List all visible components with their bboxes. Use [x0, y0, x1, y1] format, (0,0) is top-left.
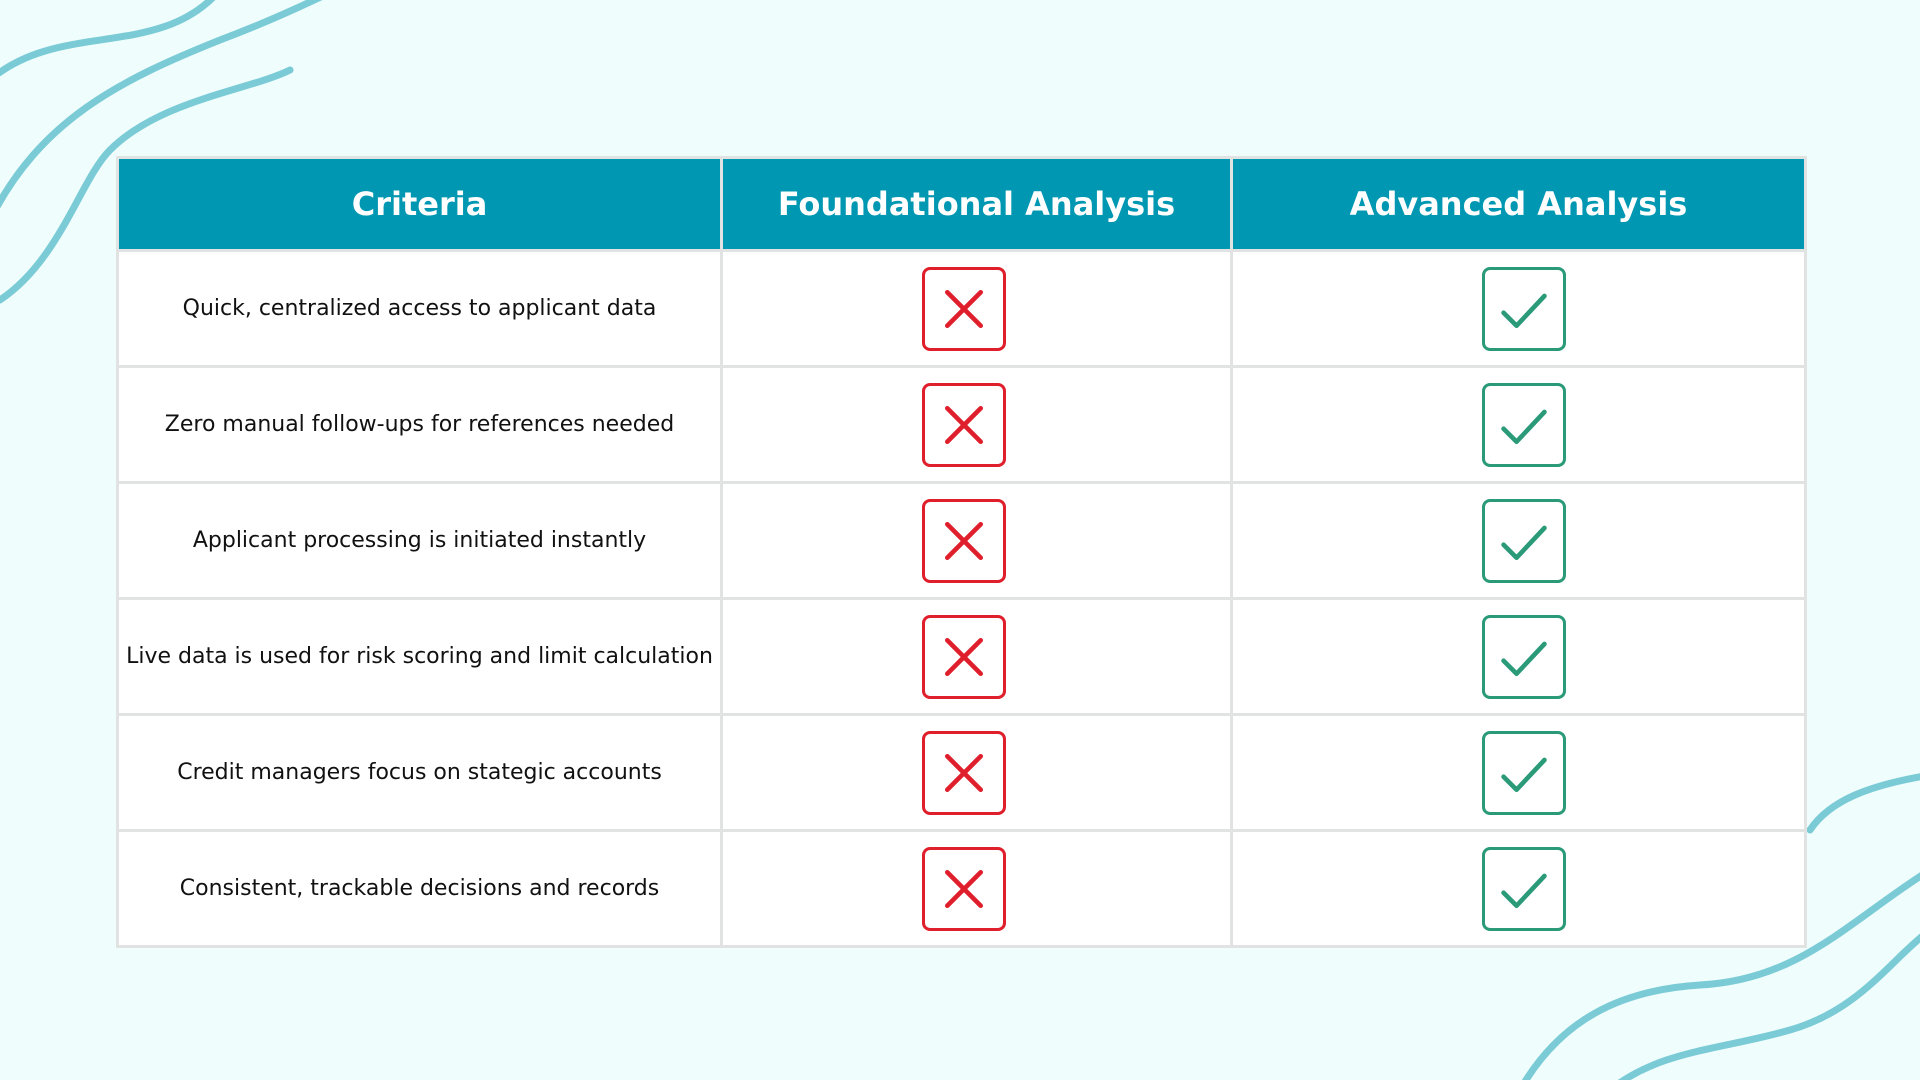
advanced-cell [1232, 251, 1806, 367]
foundational-cell [722, 251, 1232, 367]
table-row [118, 367, 1806, 483]
table-body [118, 251, 1806, 947]
check-icon [1482, 383, 1566, 467]
advanced-cell [1232, 831, 1806, 947]
table-row [118, 599, 1806, 715]
criteria-cell: Credit managers focus on stategic accounts [118, 715, 722, 831]
criteria-cell: Live data is used for risk scoring and limit calculation [118, 599, 722, 715]
check-icon [1482, 267, 1566, 351]
criteria-cell: Applicant processing is initiated instantly [118, 483, 722, 599]
header-foundational: Foundational Analysis [722, 158, 1232, 251]
header-advanced: Advanced Analysis [1232, 158, 1806, 251]
advanced-cell [1232, 715, 1806, 831]
check-icon [1482, 731, 1566, 815]
wave-top-left-1 [0, 0, 220, 80]
header-criteria: Criteria [118, 158, 722, 251]
table-row [118, 831, 1806, 947]
cross-icon [922, 731, 1006, 815]
check-icon [1482, 847, 1566, 931]
criteria-cell: Quick, centralized access to applicant data [118, 251, 722, 367]
wave-bottom-right-2 [1610, 930, 1920, 1080]
check-icon [1482, 499, 1566, 583]
cross-icon [922, 383, 1006, 467]
foundational-cell [722, 483, 1232, 599]
foundational-cell [722, 715, 1232, 831]
check-icon [1482, 615, 1566, 699]
foundational-cell [722, 599, 1232, 715]
cross-icon [922, 615, 1006, 699]
criteria-cell: Consistent, trackable decisions and records [118, 831, 722, 947]
table-row [118, 251, 1806, 367]
advanced-cell [1232, 483, 1806, 599]
advanced-cell [1232, 367, 1806, 483]
advanced-cell [1232, 599, 1806, 715]
header-row [118, 158, 1806, 251]
cross-icon [922, 267, 1006, 351]
cross-icon [922, 847, 1006, 931]
foundational-cell [722, 367, 1232, 483]
table-row [118, 483, 1806, 599]
criteria-cell: Zero manual follow-ups for references needed [118, 367, 722, 483]
cross-icon [922, 499, 1006, 583]
comparison-table [116, 156, 1807, 948]
wave-bottom-right-3 [1810, 775, 1920, 830]
foundational-cell [722, 831, 1232, 947]
table-row [118, 715, 1806, 831]
